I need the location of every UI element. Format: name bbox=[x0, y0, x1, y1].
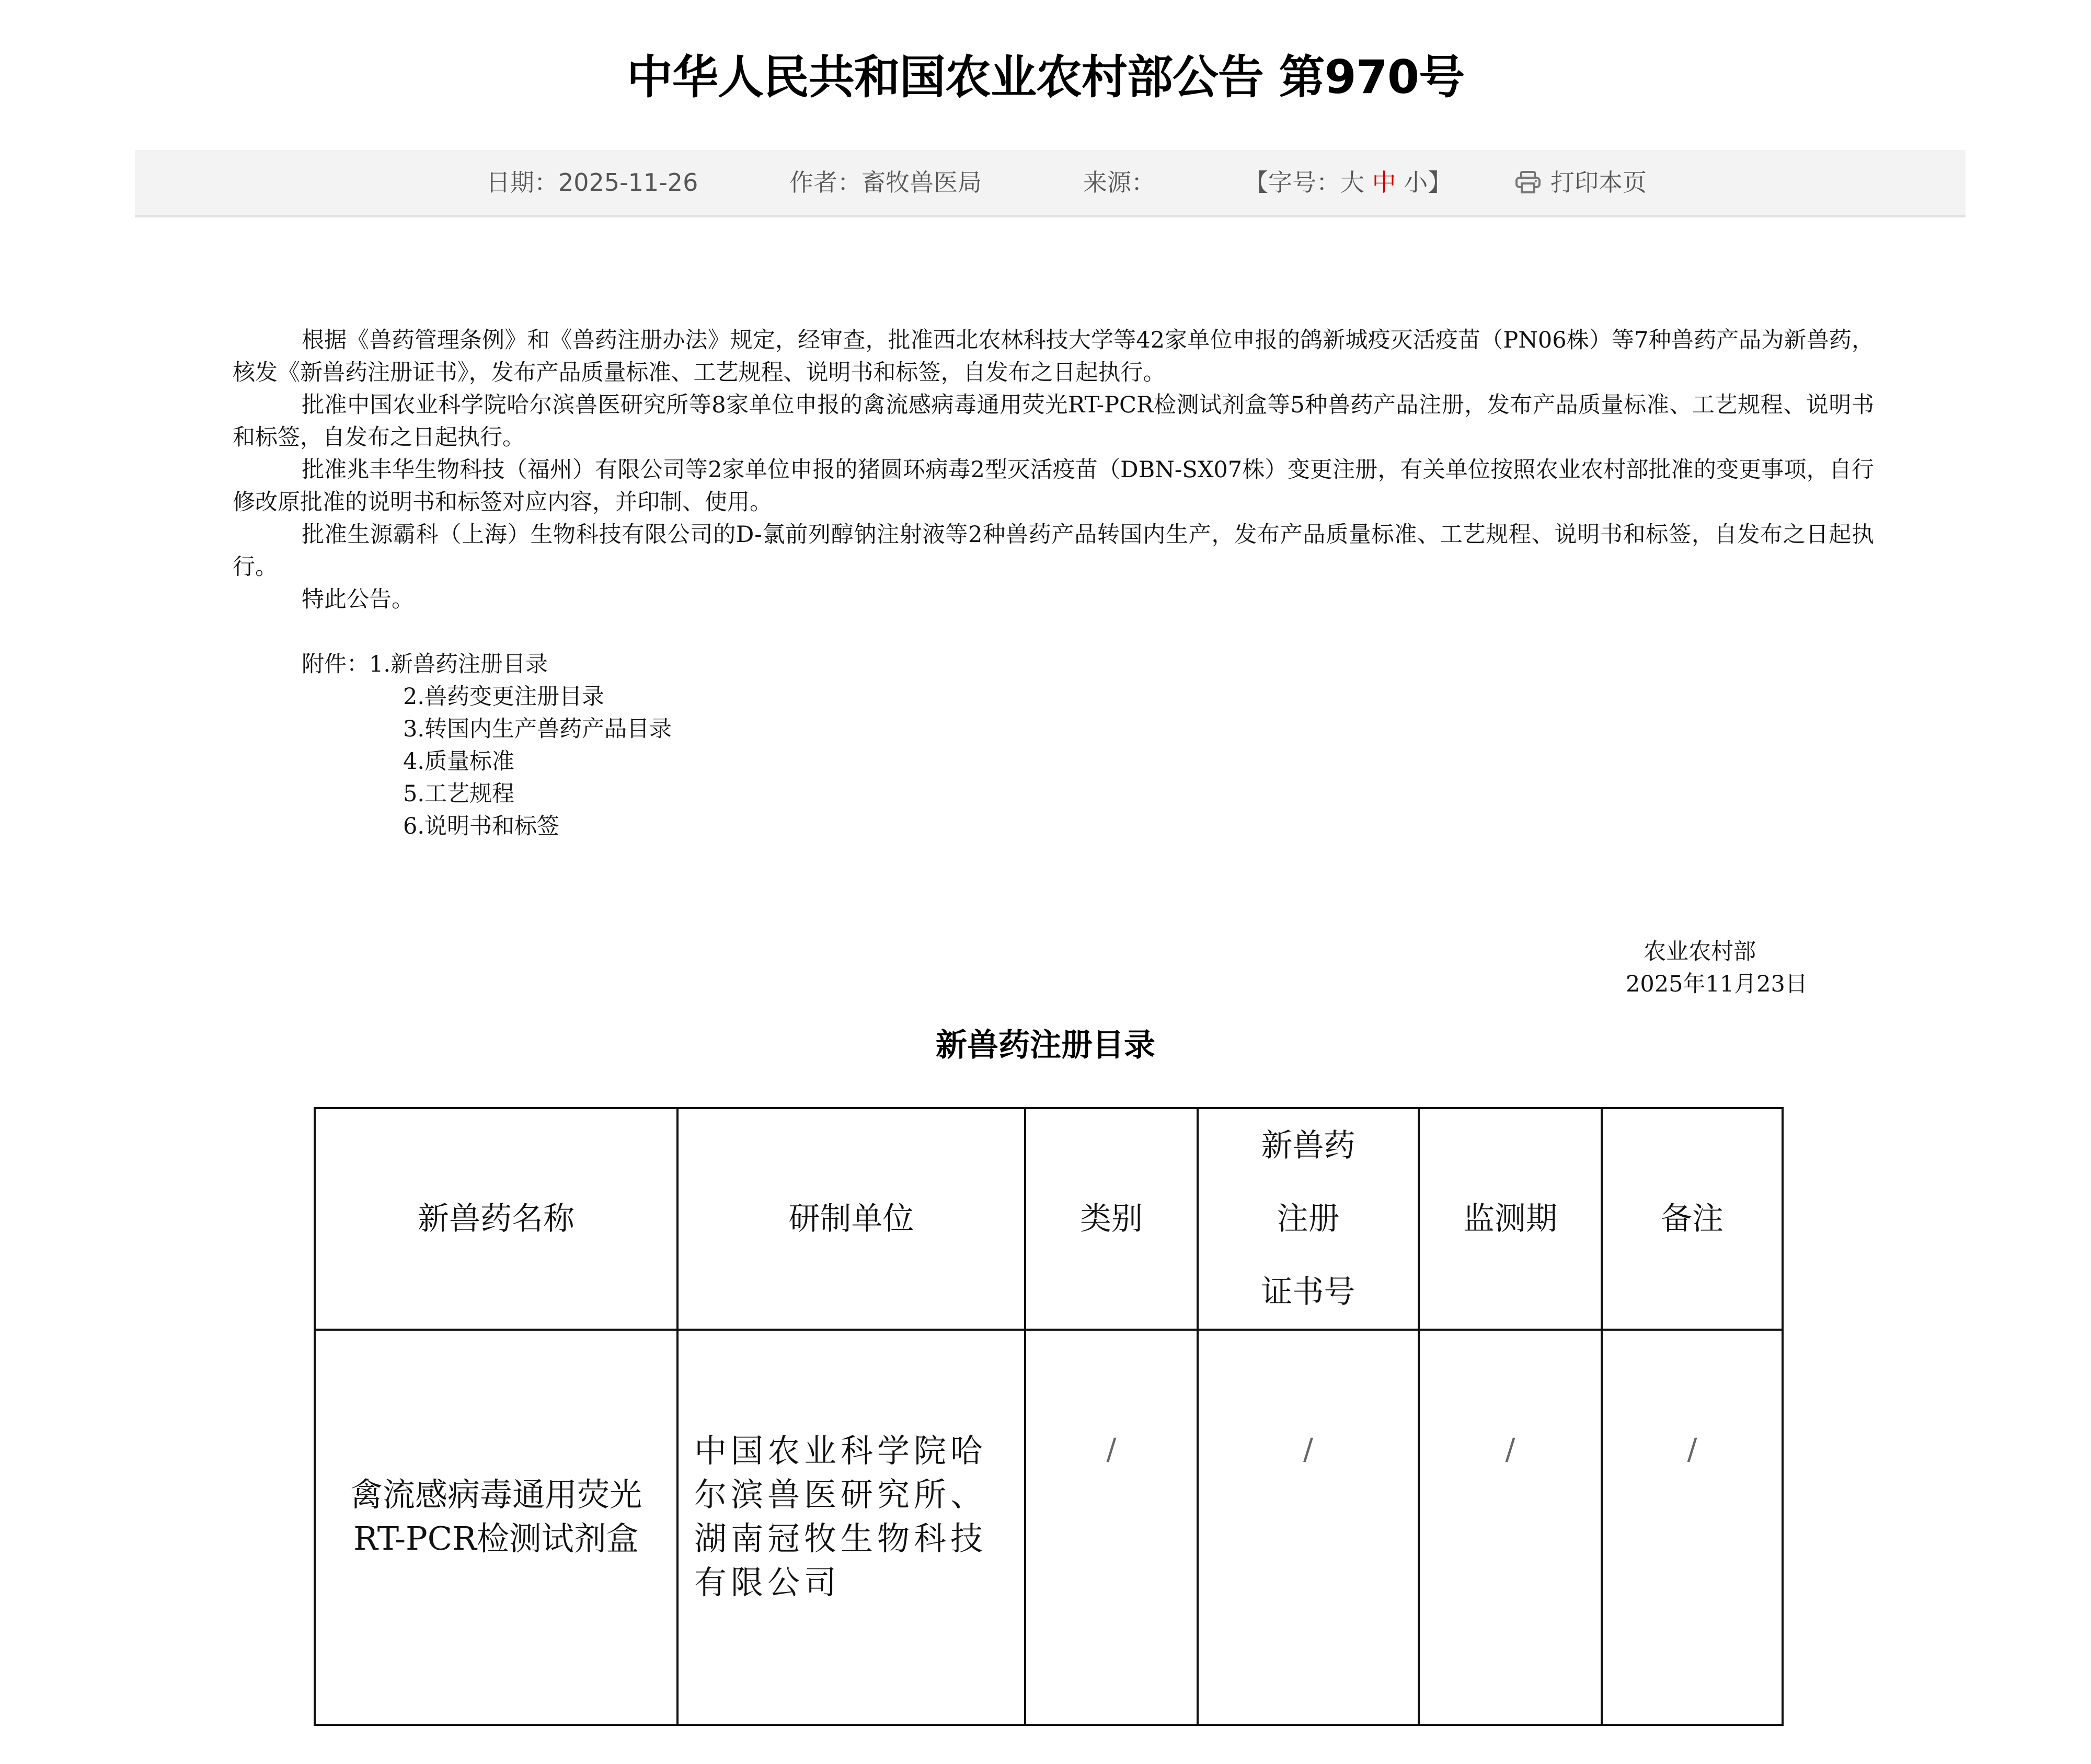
attachments-label: 附件： bbox=[302, 651, 369, 677]
attachment-item-4[interactable]: 4.质量标准 bbox=[403, 748, 515, 775]
attachment-item-3[interactable]: 3.转国内生产兽药产品目录 bbox=[403, 716, 672, 742]
author-label: 作者： bbox=[789, 168, 861, 197]
font-size-prefix: 【字号： bbox=[1244, 168, 1340, 197]
attachment-item-6[interactable]: 6.说明书和标签 bbox=[403, 813, 560, 839]
paragraph-1: 根据《兽药管理条例》和《兽药注册办法》规定，经审查，批准西北农林科技大学等42家单位申报的鸽新城疫灭活疫苗（PN06株）等7种兽药产品为新兽药，核发《新兽药注册证书》，发布产品质量标准、工艺规程、说明书和标签，自发布之日起执行。 bbox=[233, 327, 1874, 386]
print-label: 打印本页 bbox=[1550, 168, 1647, 197]
cell-remark bbox=[1602, 1330, 1783, 1725]
header-remark: 备注 bbox=[1602, 1108, 1783, 1330]
signature-date: 2025年11月23日 bbox=[1626, 971, 1808, 997]
attachments-list bbox=[233, 648, 1874, 843]
font-size-large-button[interactable]: 大 bbox=[1340, 168, 1364, 197]
source-label: 来源： bbox=[1083, 168, 1155, 197]
cell-drug-name bbox=[315, 1330, 677, 1725]
meta-author bbox=[789, 166, 982, 199]
paragraph-4: 批准生源霸科（上海）生物科技有限公司的D-氯前列醇钠注射液等2种兽药产品转国内生产，发布产品质量标准、工艺规程、说明书和标签，自发布之日起执行。 bbox=[233, 522, 1874, 580]
developer-text: 中国农业科学院哈尔滨兽医研究所、湖南冠牧生物科技有限公司 bbox=[694, 1432, 987, 1601]
cell-category bbox=[1025, 1330, 1198, 1725]
date-label: 日期： bbox=[486, 168, 558, 197]
registration-table bbox=[314, 1107, 1784, 1726]
meta-source bbox=[1083, 166, 1155, 199]
remark-text: / bbox=[1687, 1432, 1697, 1467]
print-page-button[interactable] bbox=[1515, 166, 1647, 199]
table-header-row bbox=[315, 1108, 1783, 1330]
header-drug-name: 新兽药名称 bbox=[315, 1108, 677, 1330]
header-developer: 研制单位 bbox=[677, 1108, 1025, 1330]
header-monitoring-period: 监测期 bbox=[1419, 1108, 1602, 1330]
attachment-item-2[interactable]: 2.兽药变更注册目录 bbox=[403, 684, 605, 710]
cell-cert-no bbox=[1198, 1330, 1419, 1725]
cell-developer bbox=[677, 1330, 1025, 1725]
font-size-medium-button[interactable]: 中 bbox=[1372, 168, 1396, 197]
header-category: 类别 bbox=[1025, 1108, 1198, 1330]
paragraph-2: 批准中国农业科学院哈尔滨兽医研究所等8家单位申报的禽流感病毒通用荧光RT-PCR检测试剂盒等5种兽药产品注册，发布产品质量标准、工艺规程、说明书和标签，自发布之日起执行。 bbox=[233, 392, 1874, 451]
attachment-item-5[interactable]: 5.工艺规程 bbox=[403, 781, 515, 807]
font-size-small-button[interactable]: 小 bbox=[1404, 168, 1428, 197]
table-title: 新兽药注册目录 bbox=[936, 1027, 1155, 1064]
signature-org: 农业农村部 bbox=[1644, 939, 1756, 965]
paragraph-3: 批准兆丰华生物科技（福州）有限公司等2家单位申报的猪圆环病毒2型灭活疫苗（DBN-SX07株）变更注册，有关单位按照农业农村部批准的变更事项，自行修改原批准的说明书和标签对应内容，并印制、使用。 bbox=[233, 457, 1874, 515]
page-title: 中华人民共和国农业农村部公告 第970号 bbox=[626, 50, 1465, 104]
table-row bbox=[315, 1330, 1783, 1725]
author-value: 畜牧兽医局 bbox=[861, 168, 982, 197]
cell-monitoring-period bbox=[1419, 1330, 1602, 1725]
header-cert-no: 新兽药 注册 证书号 bbox=[1198, 1108, 1419, 1330]
drug-name-text: 禽流感病毒通用荧光RT-PCR检测试剂盒 bbox=[350, 1475, 642, 1558]
date-value: 2025-11-26 bbox=[558, 168, 698, 197]
font-size-switcher bbox=[1244, 166, 1452, 199]
monitoring-period-text: / bbox=[1505, 1432, 1515, 1467]
printer-icon bbox=[1515, 171, 1541, 194]
category-text: / bbox=[1106, 1432, 1117, 1467]
announcement-body bbox=[233, 324, 1874, 843]
cert-no-text: / bbox=[1303, 1432, 1313, 1467]
meta-date bbox=[486, 166, 698, 199]
font-size-suffix: 】 bbox=[1428, 168, 1452, 197]
attachment-item-1[interactable]: 1.新兽药注册目录 bbox=[369, 651, 548, 677]
meta-bar bbox=[135, 150, 1966, 217]
paragraph-closing: 特此公告。 bbox=[302, 586, 414, 613]
